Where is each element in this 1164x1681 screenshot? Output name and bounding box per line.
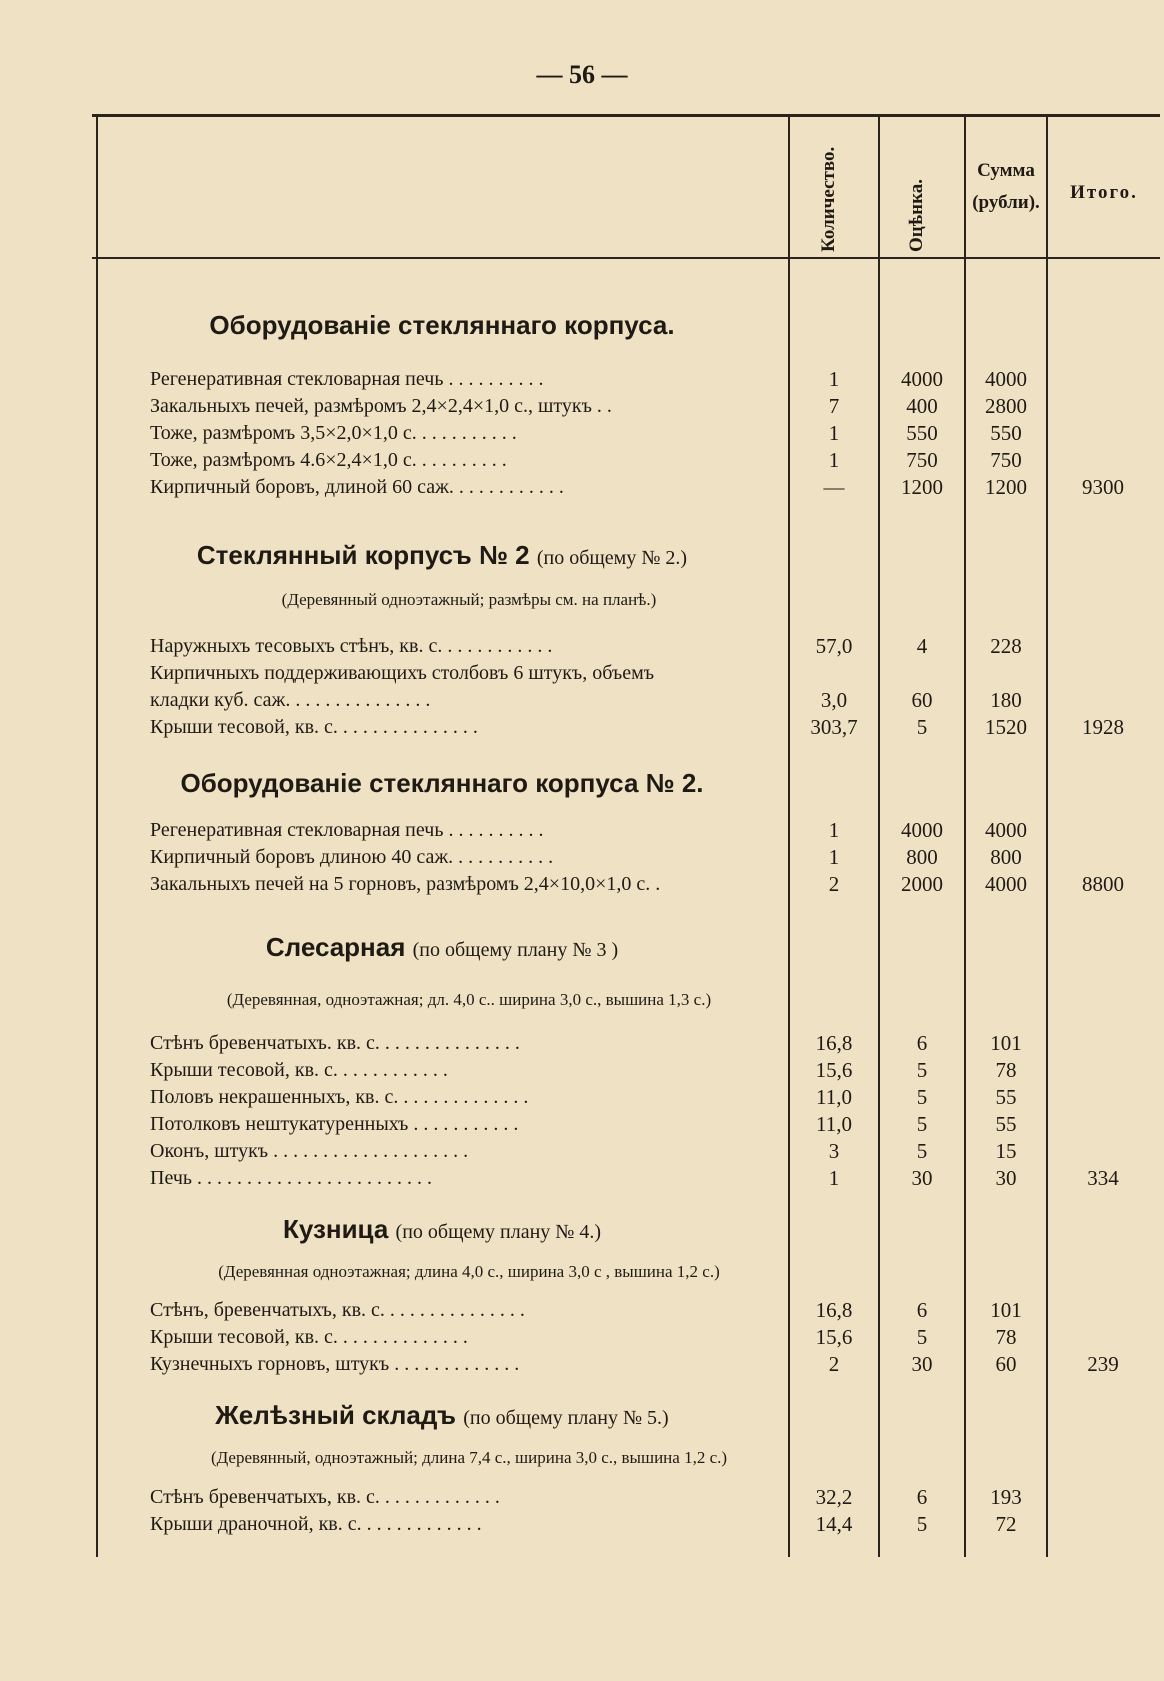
header-bottom-rule	[92, 257, 1160, 259]
page-number: — 56 —	[536, 60, 628, 89]
table-row: Стѣнъ бревенчатыхъ, кв. с. . . . . . . . . . . . . 32,2 6 193	[150, 1485, 1022, 1509]
table-row: Крыши тесовой, кв. с. . . . . . . . . . . . . . . 303,7 5 1520 1928	[150, 715, 1124, 739]
table-row: кладки куб. саж. . . . . . . . . . . . . . . 3,0 60 180	[150, 688, 1022, 712]
table-row: Половъ некрашенныхъ, кв. с. . . . . . . . . . . . . . 11,0 5 55	[150, 1085, 1017, 1109]
table-row: Регенеративная стекловарная печь . . . . . . . . . . 1 4000 4000	[150, 818, 1027, 842]
section-title-5: Кузница (по общему плану № 4.)	[282, 1214, 602, 1244]
table-row: Тоже, размѣромъ 3,5×2,0×1,0 с. . . . . . . . . . . 1 550 550	[150, 421, 1022, 445]
section-subtitle-2: (по общему № 2.)	[536, 547, 688, 569]
table-row: Кузнечныхъ горновъ, штукъ . . . . . . . . . . . . . 2 30 60 239	[150, 1352, 1119, 1376]
section-note-2: (Деревянный одноэтажный; размѣры см. на планѣ.)	[281, 590, 657, 609]
section-note-4: (Деревянная, одноэтажная; дл. 4,0 с.. ширина 3,0 с., вышина 1,3 с.)	[226, 990, 712, 1009]
table-row: Стѣнъ, бревенчатыхъ, кв. с. . . . . . . . . . . . . . . 16,8 6 101	[150, 1298, 1022, 1322]
section-title-1: Оборудованiе стекляннаго корпуса.	[209, 310, 675, 340]
header-price: Оцѣнка.	[906, 179, 927, 252]
table-row: Наружныхъ тесовыхъ стѣнъ, кв. с. . . . . . . . . . . . 57,0 4 228	[150, 634, 1022, 658]
table-row: Крыши драночной, кв. с. . . . . . . . . . . . . 14,4 5 72	[150, 1512, 1017, 1536]
section-subtitle-6: (по общему плану № 5.)	[463, 1407, 669, 1429]
table-row: Крыши тесовой, кв. с. . . . . . . . . . . . 15,6 5 78	[150, 1058, 1017, 1082]
section-title-4: Слесарная (по общему плану № 3 )	[265, 932, 619, 962]
table-row: Кирпичныхъ поддерживающихъ столбовъ 6 штукъ, объемъ	[150, 662, 655, 684]
table-row: Крыши тесовой, кв. с. . . . . . . . . . . . . . 15,6 5 78	[150, 1325, 1017, 1349]
table-row: Стѣнъ бревенчатыхъ. кв. с. . . . . . . . . . . . . . . 16,8 6 101	[150, 1031, 1022, 1055]
header-sum-line2: (рубли).	[972, 192, 1040, 213]
section-title-2: Стеклянный корпусъ № 2 (по общему № 2.)	[196, 540, 688, 570]
header-sum	[966, 160, 1046, 214]
table-row: Кирпичный боровъ длиною 40 саж. . . . . . . . . . . 1 800 800	[150, 845, 1022, 869]
table-row: Кирпичный боровъ, длиной 60 саж. . . . . . . . . . . . — 1200 1200 9300	[150, 475, 1124, 499]
section-title-3: Оборудованiе стекляннаго корпуса № 2.	[180, 768, 704, 798]
table-top-rule	[92, 114, 1160, 117]
table-row: Закальныхъ печей на 5 горновъ, размѣромъ 2,4×10,0×1,0 с. . 2 2000 4000 8800	[150, 872, 1124, 896]
section-subtitle-4: (по общему плану № 3 )	[412, 939, 619, 961]
section-note-6: (Деревянный, одноэтажный; длина 7,4 с., ширина 3,0 с., вышина 1,2 с.)	[210, 1448, 728, 1467]
header-total: Итого.	[1070, 182, 1138, 203]
table-row: Закальныхъ печей, размѣромъ 2,4×2,4×1,0 с., штукъ . . 7 400 2800	[150, 394, 1027, 418]
section-title-6: Желѣзный складъ (по общему плану № 5.)	[215, 1400, 669, 1430]
header-quantity: Количество.	[818, 146, 839, 252]
table-row: Регенеративная стекловарная печь . . . . . . . . . . 1 4000 4000	[150, 367, 1027, 391]
table-row: Оконъ, штукъ . . . . . . . . . . . . . . . . . . . . 3 5 15	[150, 1139, 1017, 1163]
table-row: Тоже, размѣромъ 4.6×2,4×1,0 с. . . . . . . . . . 1 750 750	[150, 448, 1022, 472]
table-row: Печь . . . . . . . . . . . . . . . . . . . . . . . . 1 30 30 334	[150, 1166, 1119, 1190]
header-sum-line1: Сумма	[977, 160, 1035, 181]
section-subtitle-5: (по общему плану № 4.)	[395, 1221, 602, 1243]
table-row: Потолковъ нештукатуренныхъ . . . . . . . . . . . 11,0 5 55	[150, 1112, 1017, 1136]
section-note-5: (Деревянная одноэтажная; длина 4,0 с., ширина 3,0 с , вышина 1,2 с.)	[218, 1262, 720, 1281]
